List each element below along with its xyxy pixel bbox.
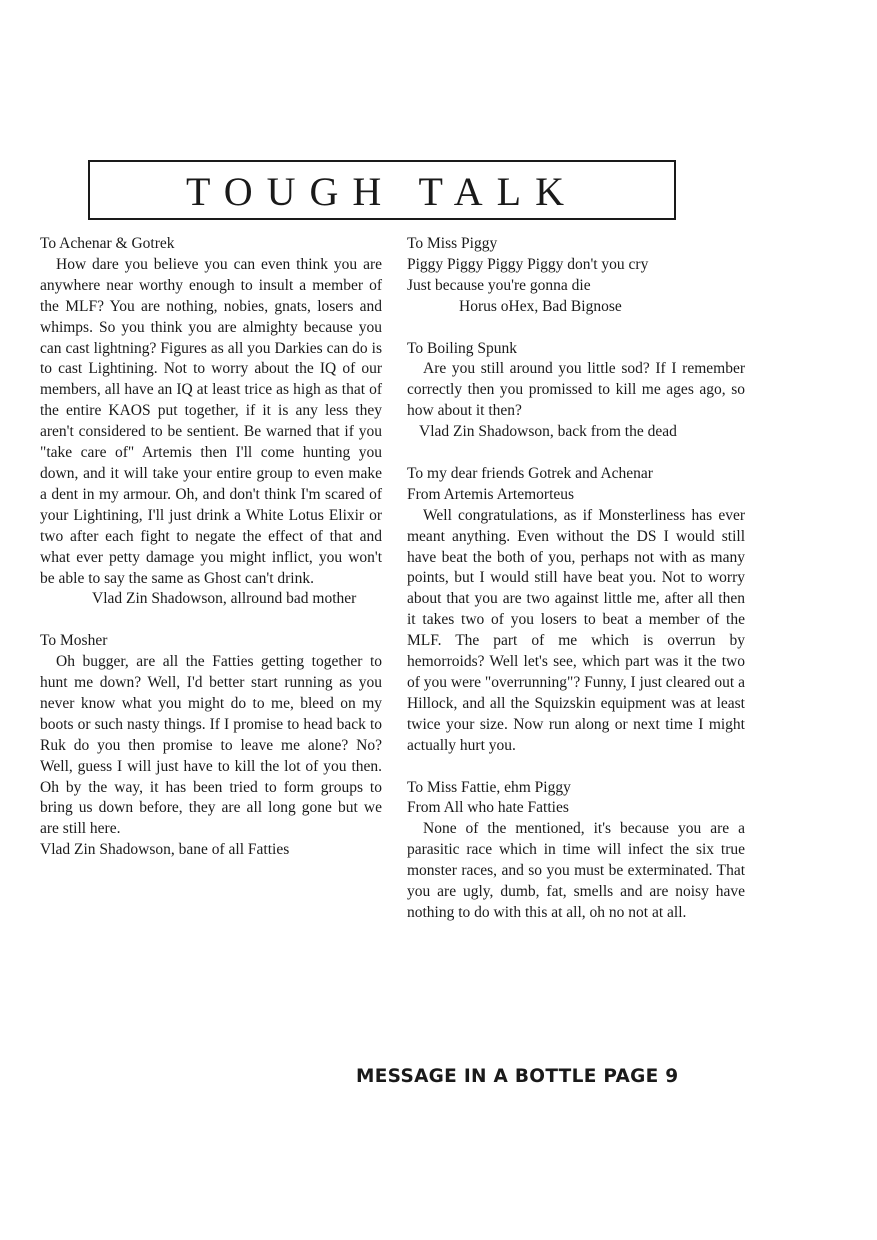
letter-signature: Vlad Zin Shadowson, allround bad mother bbox=[92, 590, 357, 608]
letter-to-gotrek-achenar bbox=[407, 464, 745, 757]
letter-body: Are you still around you little sod? If I remember correctly then you promissed to kill me ages ago, so how about it then? bbox=[407, 360, 745, 420]
letter-signature: Vlad Zin Shadowson, bane of all Fatties bbox=[40, 841, 290, 859]
letter-to-boiling-spunk bbox=[407, 339, 745, 444]
letter-heading: To Miss Fattie, ehm Piggy bbox=[407, 778, 571, 796]
letter-from: From All who hate Fatties bbox=[407, 799, 569, 817]
letter-signature: Horus oHex, Bad Bignose bbox=[459, 297, 622, 315]
letter-heading: To Miss Piggy bbox=[407, 235, 498, 252]
letter-heading: To Boiling Spunk bbox=[407, 339, 518, 357]
page-title: TOUGH TALK bbox=[186, 169, 578, 214]
letter-to-miss-fattie bbox=[407, 778, 745, 924]
letter-to-miss-piggy bbox=[407, 234, 745, 318]
letter-body: Oh bugger, are all the Fatties getting together to hunt me down? Well, I'd better start running as you never know what you might do to me, bleed on my boots or such nasty things. If I promise to head back to Ruk do you then promise to leave me alone? No? Well, guess I will just have to kill the lot of you then. Oh by the way, it has been tried to form groups to bring us down before, they are all long gone but we are still here. bbox=[40, 653, 382, 838]
letter-signature: Vlad Zin Shadowson, back from the dead bbox=[419, 423, 677, 441]
letter-to-mosher bbox=[40, 631, 382, 861]
letter-to-achenar-gotrek bbox=[40, 234, 382, 610]
letter-heading: To Achenar & Gotrek bbox=[40, 235, 175, 252]
letter-from: From Artemis Artemorteus bbox=[407, 485, 575, 503]
right-column bbox=[407, 234, 745, 945]
page-footer: MESSAGE IN A BOTTLE PAGE 9 bbox=[356, 1066, 679, 1087]
title-box bbox=[88, 160, 676, 220]
poem-line: Just because you're gonna die bbox=[407, 276, 591, 294]
poem-line: Piggy Piggy Piggy Piggy don't you cry bbox=[407, 255, 649, 273]
letter-heading: To my dear friends Gotrek and Achenar bbox=[407, 464, 653, 482]
letter-body: Well congratulations, as if Monsterliness has ever meant anything. Even without the DS I would still have beat the both of you, perhaps not with as many points, but I would still have beat you. Not to worry about that you are two against little me, after all then it takes two of you losers to beat a member of the MLF. The part of me which is overrun by hemorroids? Well let's see, which part was it the two of you were "overrunning"? Funny, I just cleared out a Hillock, and all the Squizskin equipment was at least twice your size. Now run along or next time I might actually hurt you. bbox=[407, 506, 745, 754]
letter-body: How dare you believe you can even think you are anywhere near worthy enough to insult a member of the MLF? You are nothing, nobies, gnats, losers and whimps. So you think you are almighty because you can cast lightning? Figures as all you Darkies can do is to cast Lightining. Not to worry about the IQ of our members, all have an IQ at least trice as high as that of the entire KAOS put together, if it is any less they aren't considered to be sentient. Be warned that if you "take care of" Artemis then I'll come hunting you down, and it will take your entire group to even make a dent in my armour. Oh, and don't think I'm scared of your Lightining, I'll just drink a White Lotus Elixir or two after each fight to negate the effect of that and what ever petty damage you might inflict, you won't be able to say the same as Ghost can't drink. bbox=[40, 255, 382, 587]
left-column bbox=[40, 234, 382, 882]
letter-heading: To Mosher bbox=[40, 632, 108, 650]
letter-body: None of the mentioned, it's because you are a parasitic race which in time will infect the six true monster races, and so you must be exterminated. That you are ugly, dumb, fat, smells and are noisy have nothing to do with this at all, oh no not at all. bbox=[407, 820, 745, 921]
